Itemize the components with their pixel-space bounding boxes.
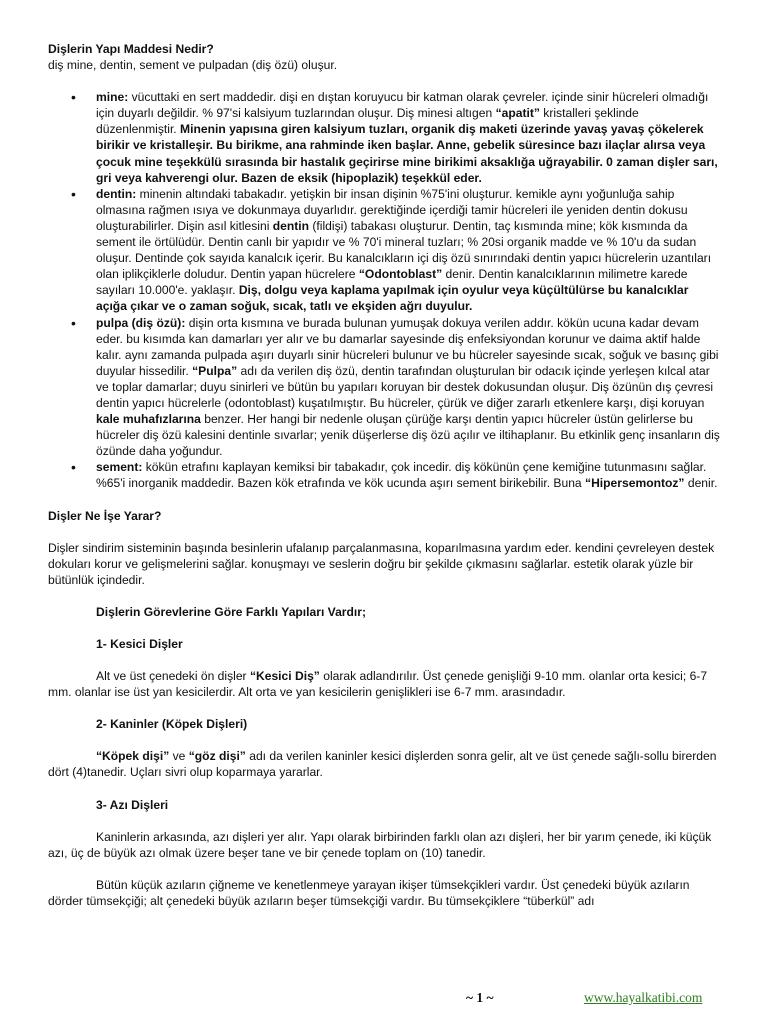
list-item-pulpa	[48, 315, 722, 460]
body-text: (fildişi) tabakası oluşturur. Dentin, taç kısmında mine; kök kısmında da sement ile örtülüdür. Dentin canlı bir yapıdır ve % 70'i mineral tuzları; % 20si organik madde ve % 10'u da sudan oluşur. Dentinde çok sayıda kanalcık içerir. Bu kanalcıkların içi diş özü sınırındaki dentin yapıcı hücrelerin uzantıları olan iplikçiklerle doludur. Dentin yapan hücrelere	[96, 218, 712, 282]
body-text: denir. Dentin kanalcıklarının milimetre karede sayıları 10.000'e. yaklaşır.	[96, 267, 688, 298]
emphasis-text: dentin	[272, 218, 310, 233]
section-title-structure: Dişlerin Yapı Maddesi Nedir?	[48, 42, 214, 56]
spacer	[48, 700, 722, 716]
body-text: vücuttaki en sert maddedir. dişi en dıştan koruyucu bir katman olarak çevreler. içinde sinir hücreleri olmadığı için duyarlı değildir. % 97'si kalsiyum tuzlarından oluşur. Diş minesi altıgen	[96, 90, 709, 121]
kanin-text	[48, 748, 722, 780]
subtitle-kanin: 2- Kaninler (Köpek Dişleri)	[96, 717, 248, 732]
subtitle-azi: 3- Azı Dişleri	[96, 797, 169, 812]
emphasis-text: “Köpek dişi”	[96, 749, 170, 764]
body-text: benzer. Her hangi bir nedenle oluşan çürüğe karşı dentin yapıcı hücreler üstün gelirlerse bu hücreler diş özü kalesini dentinle sıvarlar; yenik düşerlerse diş özü açılır ve iltihaplanır. Bu etkinlik genç insanların diş özünde daha yoğundur.	[96, 412, 720, 459]
section-title-types: Dişlerin Görevlerine Göre Farklı Yapıları Vardır;	[96, 604, 366, 619]
page-number: ~ 1 ~	[466, 990, 494, 1005]
emphasis-text: “Hipersemontoz”	[585, 476, 685, 491]
spacer	[48, 781, 722, 797]
subtitle-kesici: 1- Kesici Dişler	[96, 637, 183, 651]
term-label: sement:	[96, 460, 143, 475]
spacer	[48, 861, 722, 877]
tooth-layer-list	[48, 89, 722, 491]
spacer	[48, 620, 722, 636]
kesici-text	[48, 668, 722, 700]
term-label: mine:	[96, 90, 129, 105]
emphasis-text: Diş, dolgu veya kaplama yapılmak için oyulur veya küçültülürse bu kanalcıklar açığa çıkar ve o zaman soğuk, sıcak, tatlı ve ekşiden ağrı duyulur.	[96, 283, 689, 314]
section-title-function: Dişler Ne İşe Yarar?	[48, 508, 162, 523]
emphasis-text: “Kesici Diş”	[249, 669, 320, 684]
page-footer	[0, 990, 768, 1008]
emphasis-text: kale muhafızlarına	[96, 412, 201, 427]
document-page	[48, 41, 722, 909]
term-label: dentin:	[96, 186, 137, 201]
emphasis-text: “Pulpa”	[192, 363, 238, 378]
emphasis-text: “apatit”	[495, 106, 540, 121]
body-text: kökün etrafını kaplayan kemiksi bir tabakadır, çok incedir. diş kökünün çene kemiğine tutunmasını sağlar. %65'i inorganik maddedir. Bazen kök etrafında ve kök ucunda aşırı sement birikebilir. Buna	[96, 460, 707, 491]
emphasis-text: “göz dişi”	[188, 749, 246, 764]
body-text: olarak adlandırılır. Üst çenede genişliği 9-10 mm. olanlar orta kesici; 6-7 mm. olanlar ise üst yan kesicilerdir. Alt orta ve yan kesicilerin genişlikleri ise 6-7 mm. arasındadır.	[48, 669, 708, 700]
spacer	[48, 813, 722, 829]
spacer	[48, 524, 722, 540]
body-text: adı da verilen diş özü, dentin tarafından oluşturulan bir odacık içinde yerleşen kılcal atar ve toplar damarlar; duyu sinirleri ve bütün bu yapıları koruyan bir destek dokusundan oluşur. Diş özünün dış çevresi dentin yapıcı hücrelerle (odontoblast) kuşatılmıştır. Bu hücreler, çürük ve diğer zararlı etkenlere karşı, dişi koruyan	[96, 363, 714, 410]
list-item-sement	[48, 459, 722, 491]
spacer	[48, 732, 722, 748]
azi-text-1: Kaninlerin arkasında, azı dişleri yer alır. Yapı olarak birbirinden farklı olan azı dişleri, her bir yarım çenede, iki küçük azı, üç de büyük azı olmak üzere beşer tane ve bir çenede toplam on (10) tanedir.	[48, 829, 712, 860]
body-text: dişin orta kısmına ve burada bulunan yumuşak dokuya verilen addır. kökün ucuna kadar devam eder. bu kısımda kan damarları yer alır ve bu damarlar sayesinde diş enfeksiyondan korunur ve daima aktif halde kalır. aynı zamanda pulpada aşırı duyarlı sinir hücreleri bulunur ve bu hücreler sayesinde sıcak, soğuk ve basınç gibi duyular hissedilir.	[96, 315, 719, 378]
body-text: denir.	[684, 476, 718, 491]
spacer	[48, 492, 722, 508]
term-label: pulpa (diş özü):	[96, 315, 186, 330]
body-text: ve	[169, 749, 189, 764]
list-item-mine	[48, 89, 722, 186]
spacer	[48, 73, 722, 89]
spacer	[48, 588, 722, 604]
section-function-text: Dişler sindirim sisteminin başında besinlerin ufalanıp parçalanmasına, koparılmasına yardım eder. kendini çevreleyen destek dokuları korur ve gelişmelerini sağlar. konuşmayı ve seslerin doğru bir şekilde çıkmasını sağlarlar. estetik olarak yüzle bir bütünlük içindedir.	[48, 540, 715, 587]
list-item-dentin	[48, 186, 722, 315]
website-link[interactable]: www.hayalkatibi.com	[584, 990, 703, 1005]
body-text: adı da verilen kaninler kesici dişlerden sonra gelir, alt ve üst çenede sağlı-sollu birerden dört (4)tanedir. Uçları sivri olup koparmaya yararlar.	[48, 749, 717, 780]
spacer	[48, 652, 722, 668]
body-text: Alt ve üst çenedeki ön dişler	[96, 669, 250, 684]
body-text: kristalleri şeklinde düzenlenmiştir.	[96, 106, 639, 137]
emphasis-text: Minenin yapısına giren kalsiyum tuzları, organik diş maketi üzerinde yavaş yavaş çökelerek birikir ve kristalleşir. Bu birikme, ana rahminde iken başlar. Anne, gebelik süresince bazı ilaçlar alırsa veya çocuk mine teşekkülü sırasında bir hastalık geçirirse mine birikimi aksaklığa uğrayabilir. 0 zaman dişler sarı, gri veya kahverengi olur. Bazen de eksik (hipoplazik) teşekkül eder.	[96, 122, 718, 185]
azi-text-2: Bütün küçük azıların çiğneme ve kenetlenmeye yarayan ikişer tümsekçikleri vardır. Üst çenedeki büyük azıların dörder tümsekçiği; alt çenedeki büyük azıların beşer tümsekçiği vardır. Bu tümsekçiklere “tüberkül” adı	[48, 877, 690, 908]
emphasis-text: “Odontoblast”	[358, 267, 443, 282]
body-text: minenin altındaki tabakadır. yetişkin bir insan dişinin %75'ini oluşturur. kemikle aynı yoğunluğa sahip olmasına rağmen ısıya ve dokunmaya duyarlıdır. gerektiğinde içerdiği tamir hücreleri ile yeniden dentin dokusu oluşturabilirler. Dişin asıl kitlesini	[96, 186, 688, 233]
section-intro: diş mine, dentin, sement ve pulpadan (diş özü) oluşur.	[48, 58, 338, 73]
